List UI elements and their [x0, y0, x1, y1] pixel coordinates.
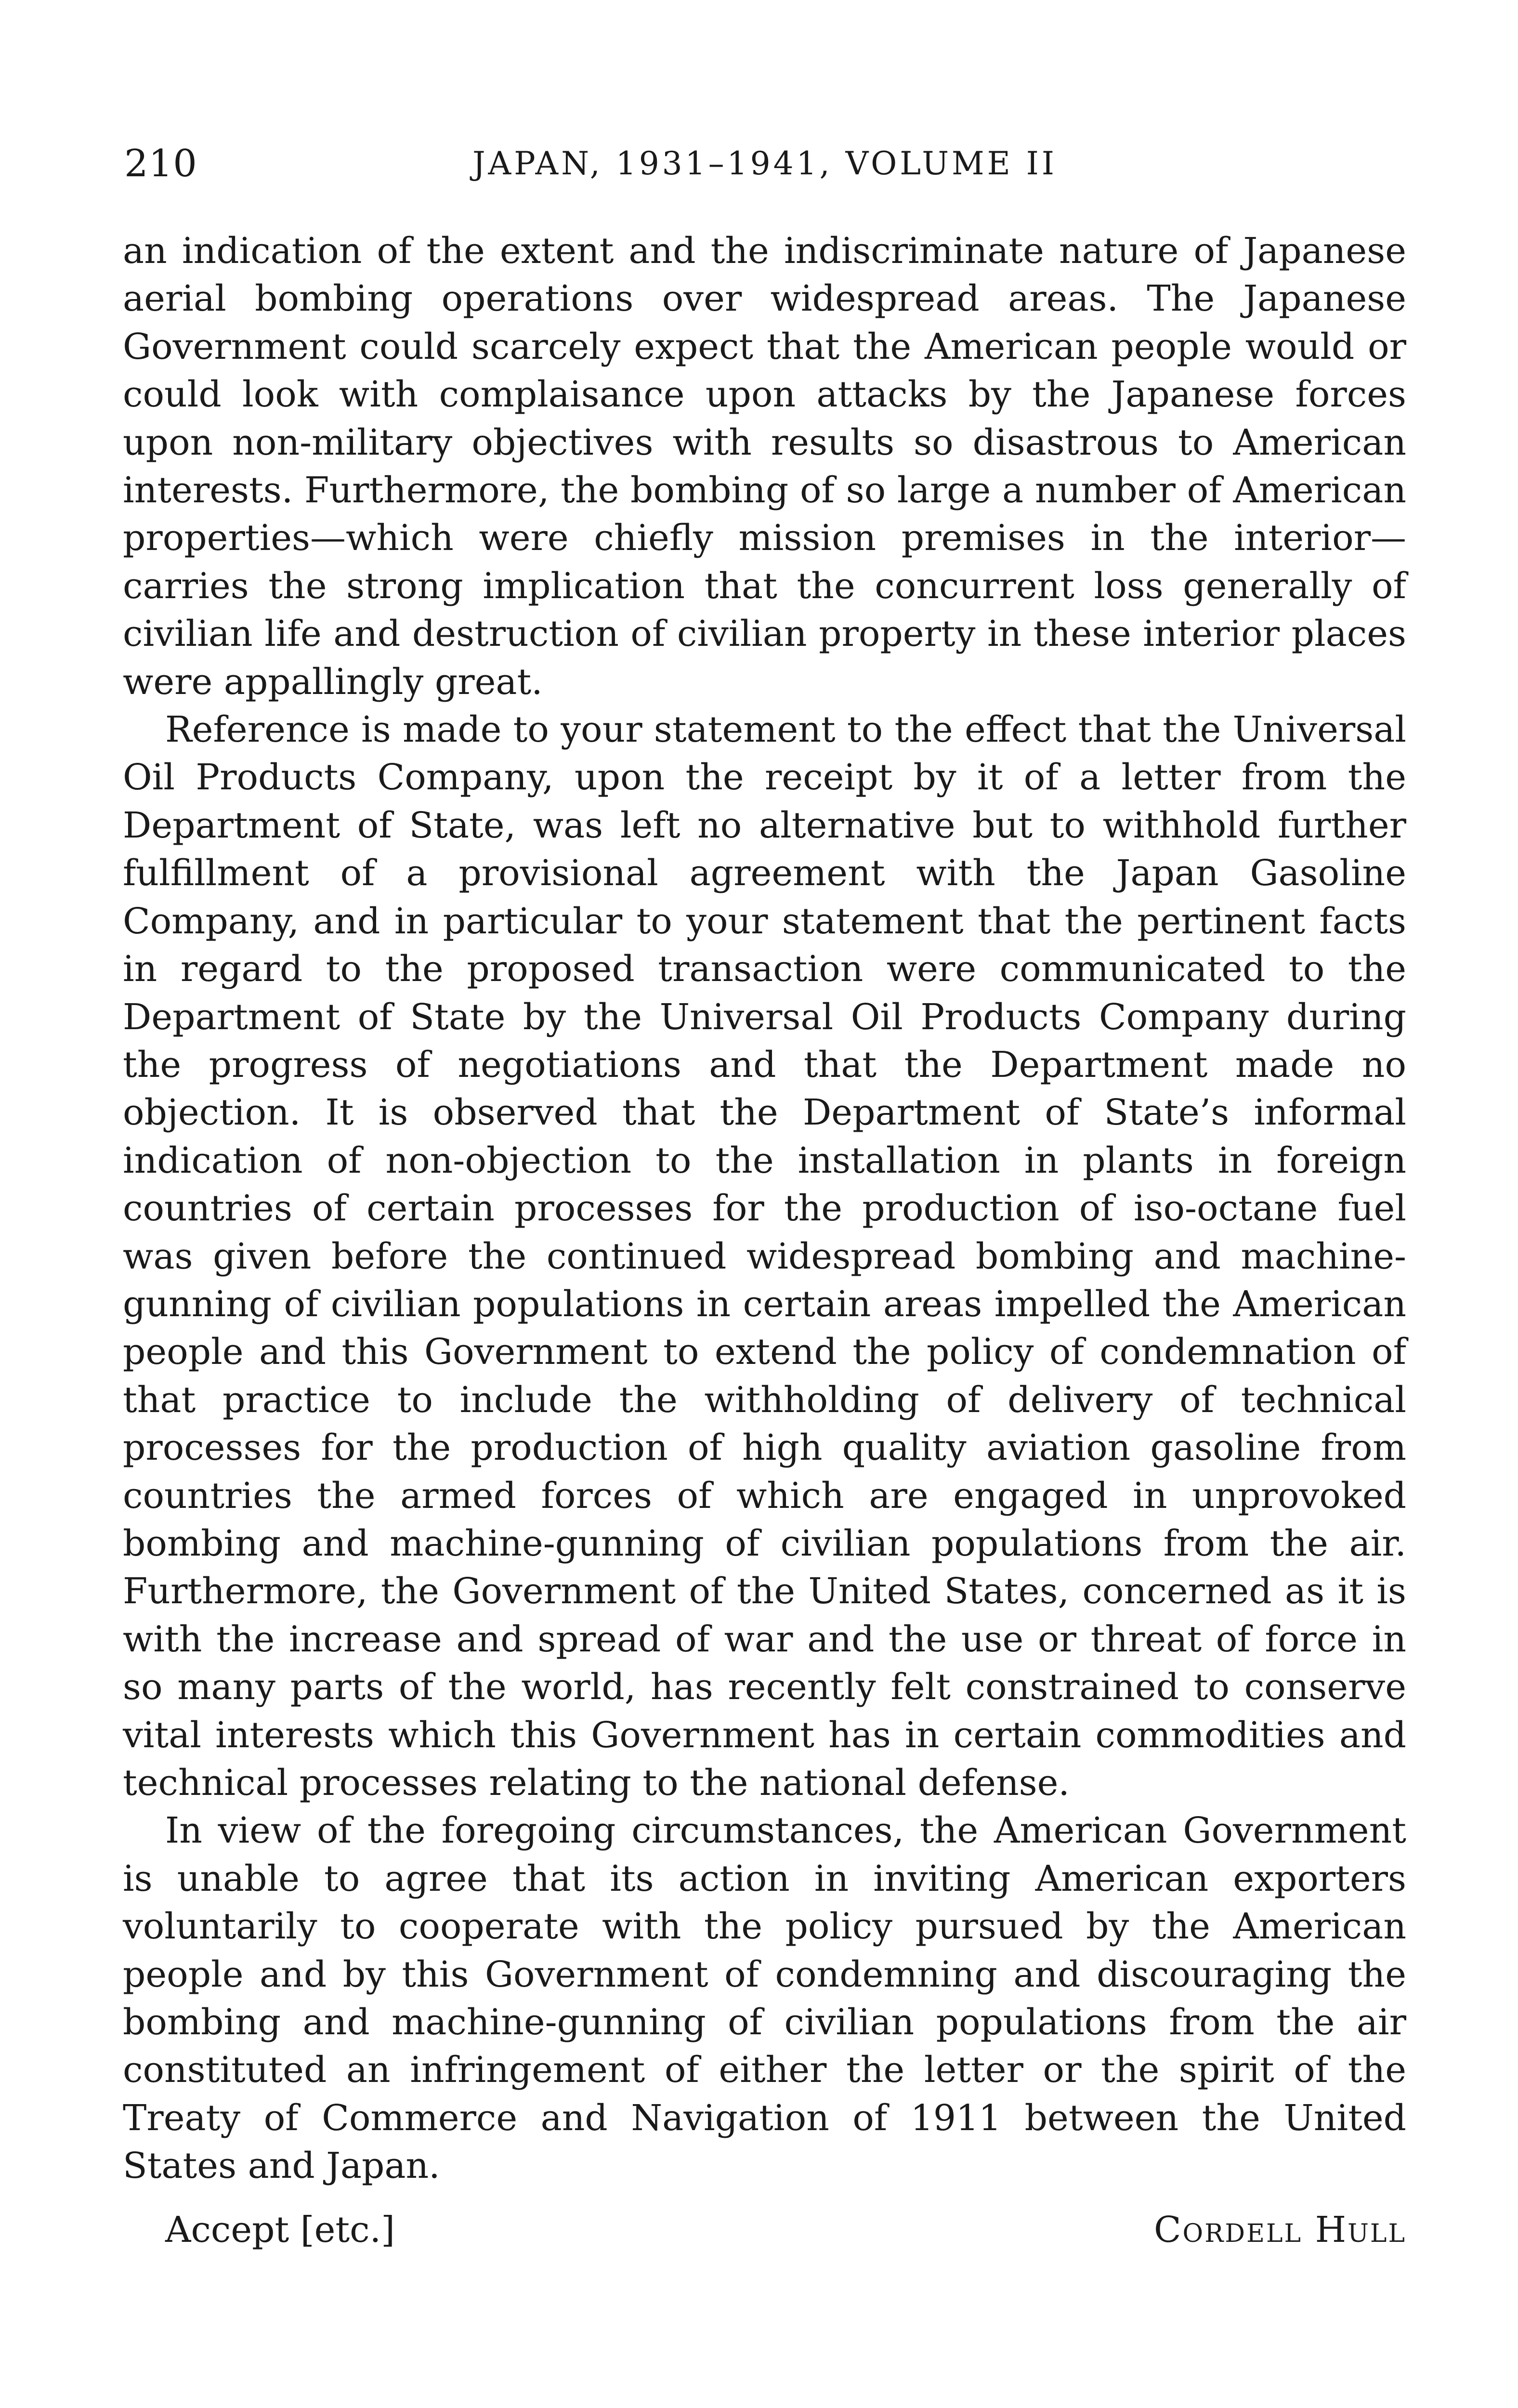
- page-header: [124, 137, 1405, 190]
- paragraph-conclusion: In view of the foregoing circumstances, the American Government is unable to agree that its action in inviting American exporters voluntarily to cooperate with the policy pursued by the American people and by this Government of condemning and discouraging the bombing and machine-gunning of civilian populations from the air constituted an infringement of either the letter or the spirit of the Treaty of Commerce and Navigation of 1911 between the United States and Japan.: [123, 1810, 1406, 2187]
- running-head: JAPAN, 1931–1941, VOLUME II: [472, 145, 1057, 182]
- paragraph-reference: Reference is made to your statement to the effect that the Universal Oil Products Company, upon the receipt by it of a letter from the Department of State, was left no alternative but to withhold further fulfillment of a provisional agreement with the Japan Gasoline Company, and in particular to your statement that the pertinent facts in regard to the proposed transaction were communicated to the Department of State by the Universal Oil Products Company during the progress of negotiations and that the Department made no objection. It is observed that the Department of State’s informal indication of non-objection to the installation in plants in foreign countries of certain processes for the production of iso-octane fuel was given before the continued widespread bombing and machine-gunning of civilian populations in certain areas impelled the American people and this Government to extend the policy of condemnation of that practice to include the withholding of delivery of technical processes for the production of high quality aviation gasoline from countries the armed forces of which are engaged in unprovoked bombing and machine-gunning of civilian populations from the air. Furthermore, the Government of the United States, concerned as it is with the increase and spread of war and the use or threat of force in so many parts of the world, has recently felt constrained to conserve vital interests which this Government has in certain commodities and technical processes relating to the national defense.: [123, 709, 1406, 1804]
- letter-closing: [123, 2203, 1406, 2256]
- paragraph-continuation: an indication of the extent and the indiscriminate nature of Japanese aerial bombing operations over widespread areas. The Japanese Government could scarcely expect that the American people would or could look with complaisance upon attacks by the Japanese forces upon non-military objectives with results so disastrous to American interests. Furthermore, the bombing of so large a number of American properties—which were chiefly mission premises in the interior—carries the strong implication that the concurrent loss generally of civilian life and destruction of civilian property in these interior places were appallingly great.: [123, 230, 1406, 703]
- signature: Cordell Hull: [1153, 2209, 1406, 2251]
- letter-body: [123, 227, 1406, 2190]
- page-number: 210: [124, 142, 197, 185]
- closing-formula: Accept [etc.]: [165, 2209, 395, 2251]
